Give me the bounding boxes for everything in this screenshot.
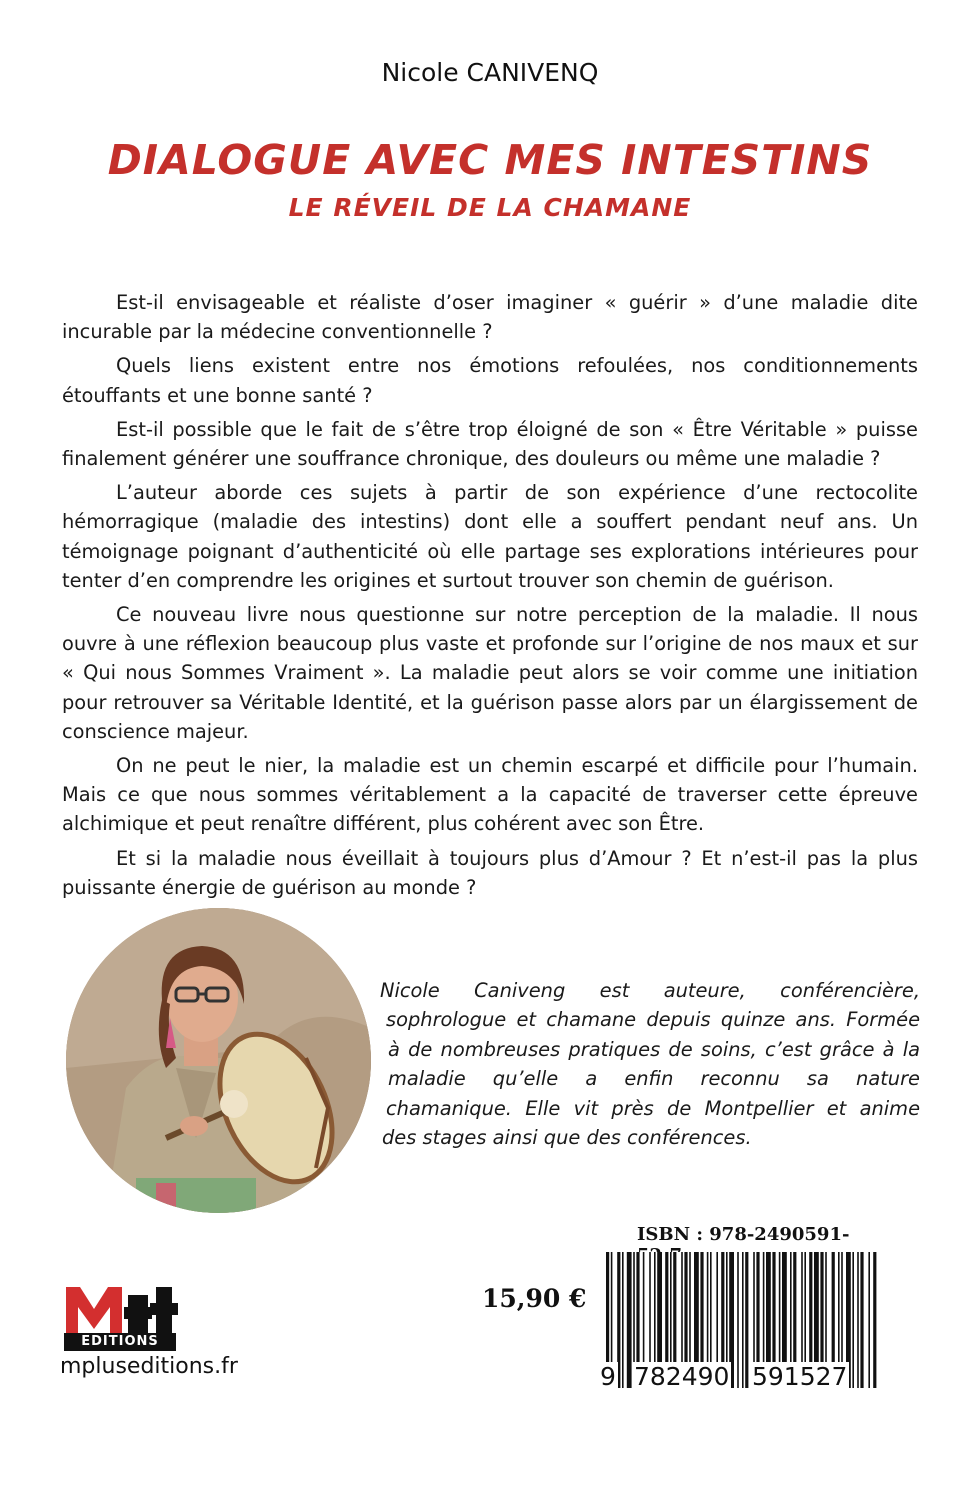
summary-paragraph: Quels liens existent entre nos émotions refoulées, nos conditionnements étouffants et une bonne santé ? <box>62 354 918 407</box>
summary-paragraph: Est-il envisageable et réaliste d’oser imaginer « guérir » d’une maladie dite incurable par la médecine conventionnelle ? <box>62 291 918 344</box>
barcode-digit-group: 782490 <box>634 1362 730 1391</box>
book-title: DIALOGUE AVEC MES INTESTINS <box>107 136 873 184</box>
publisher-logo-mark <box>64 1283 184 1335</box>
barcode-digits <box>598 1362 880 1392</box>
isbn-label: ISBN : 978-2490591- <box>637 1224 850 1245</box>
author-photo <box>66 908 371 1213</box>
barcode-digit-group: 591527 <box>752 1362 848 1391</box>
publisher-logo-label: EDITIONS <box>64 1333 176 1351</box>
author-portrait-illustration <box>66 908 371 1213</box>
bio-line: Nicole Caniveng est auteure, conférencière, <box>380 979 920 1002</box>
summary-paragraph: L’auteur aborde ces sujets à partir de son expérience d’une rectocolite hémorragique (maladie des intestins) dont elle a souffert pendant neuf ans. Un témoignage poignant d’authenticité où elle partage ses explorations intérieures pour tenter d’en comprendre les origines et surtout trouver son chemin de guérison. <box>62 481 918 592</box>
price: 15,90 € <box>482 1284 587 1313</box>
bio-line: des stages ainsi que des conférences. <box>382 1126 752 1150</box>
summary-paragraph: On ne peut le nier, la maladie est un chemin escarpé et difficile pour l’humain. Mais ce que nous sommes véritablement a la capacité de traverser cette épreuve alchimique et peut renaître différent, plus cohérent avec son Être. <box>62 754 918 836</box>
bio-line: sophrologue et chamane depuis quinze ans. Formée <box>386 1008 920 1032</box>
author-name: Nicole CANIVENQ <box>381 58 599 87</box>
publisher-website[interactable]: mpluseditions.fr <box>60 1354 238 1379</box>
summary-paragraph: Et si la maladie nous éveillait à toujours plus d’Amour ? Et n’est-il pas la plus puissante énergie de guérison au monde ? <box>62 846 918 899</box>
summary-paragraph: Ce nouveau livre nous questionne sur notre perception de la maladie. Il nous ouvre à une réflexion beaucoup plus vaste et profonde sur l’origine de nos maux et sur « Qui nous Sommes Vraiment ». La maladie peut alors se voir comme une initiation pour retrouver sa Véritable Identité, et la guérison passe alors par un élargissement de conscience majeur. <box>62 603 918 743</box>
book-subtitle: LE RÉVEIL DE LA CHAMANE <box>288 193 692 222</box>
summary-paragraph: Est-il possible que le fait de s’être trop éloigné de son « Être Véritable » puisse finalement générer une souffrance chronique, des douleurs ou même une maladie ? <box>62 417 918 471</box>
bio-line: à de nombreuses pratiques de soins, c’est grâce à la <box>388 1037 920 1061</box>
author-bio <box>380 976 920 1152</box>
bio-line: chamanique. Elle vit près de Montpellier et anime <box>386 1096 920 1120</box>
bio-line: maladie qu’elle a enfin reconnu sa nature <box>388 1067 920 1091</box>
barcode-digit-prefix: 9 <box>600 1362 616 1391</box>
back-cover-summary <box>62 288 918 907</box>
